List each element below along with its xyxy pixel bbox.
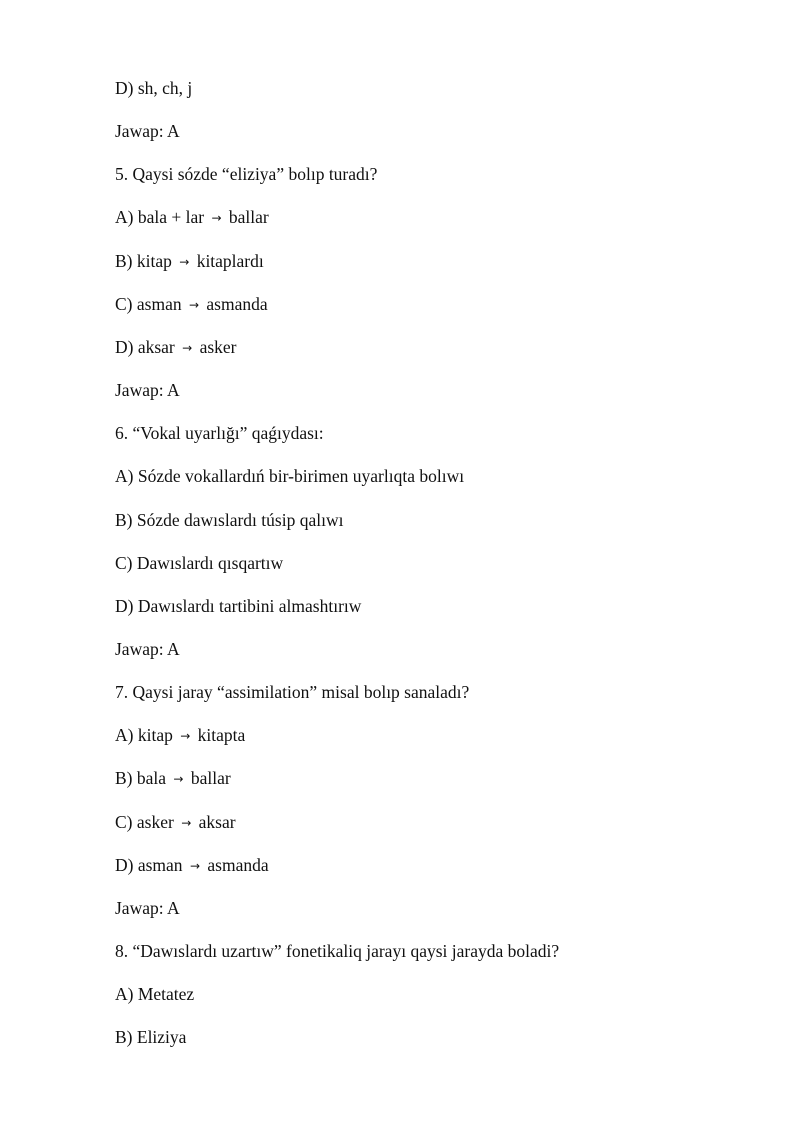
arrow-icon: →	[180, 729, 191, 743]
answer-q5: Jawap: A	[115, 380, 180, 400]
option-c-q7: C) asker → aksar	[115, 812, 236, 832]
arrow-icon: →	[173, 772, 184, 786]
option-d-q6: D) Dawıslardı tartibini almashtırıw	[115, 596, 362, 616]
arrow-icon: →	[211, 211, 222, 225]
option-a-q6: A) Sózde vokallardıń bir-birimen uyarlıqta bolıwı	[115, 466, 465, 486]
question-7: 7. Qaysi jaray “assimilation” misal bolıp sanaladı?	[115, 682, 470, 702]
option-a-q5: A) bala + lar → ballar	[115, 207, 269, 227]
option-a-q7: A) kitap → kitapta	[115, 725, 246, 745]
option-a-q8: A) Metatez	[115, 984, 195, 1004]
answer-q7: Jawap: A	[115, 898, 180, 918]
arrow-icon: →	[182, 341, 193, 355]
answer-q6: Jawap: A	[115, 639, 180, 659]
question-5: 5. Qaysi sózde “eliziya” bolıp turadı?	[115, 164, 378, 184]
option-b-q7: B) bala → ballar	[115, 768, 231, 788]
option-b-q8: B) Eliziya	[115, 1027, 187, 1047]
option-d-q5: D) aksar → asker	[115, 337, 237, 357]
option-d-q7: D) asman → asmanda	[115, 855, 269, 875]
arrow-icon: →	[188, 298, 200, 312]
option-d-q4: D) sh, ch, j	[115, 78, 193, 98]
arrow-icon: →	[189, 859, 200, 873]
arrow-icon: →	[179, 255, 190, 269]
question-8: 8. “Dawıslardı uzartıw” fonetikaliq jarayı qaysi jarayda boladi?	[115, 941, 560, 961]
question-6: 6. “Vokal uyarlığı” qaǵıydası:	[115, 423, 324, 443]
option-c-q6: C) Dawıslardı qısqartıw	[115, 553, 284, 573]
option-b-q5: B) kitap → kitaplardı	[115, 251, 264, 271]
option-c-q5: C) asman → asmanda	[115, 294, 268, 314]
option-b-q6: B) Sózde dawıslardı túsip qalıwı	[115, 510, 344, 530]
answer-q4: Jawap: A	[115, 121, 180, 141]
arrow-icon: →	[181, 816, 192, 830]
